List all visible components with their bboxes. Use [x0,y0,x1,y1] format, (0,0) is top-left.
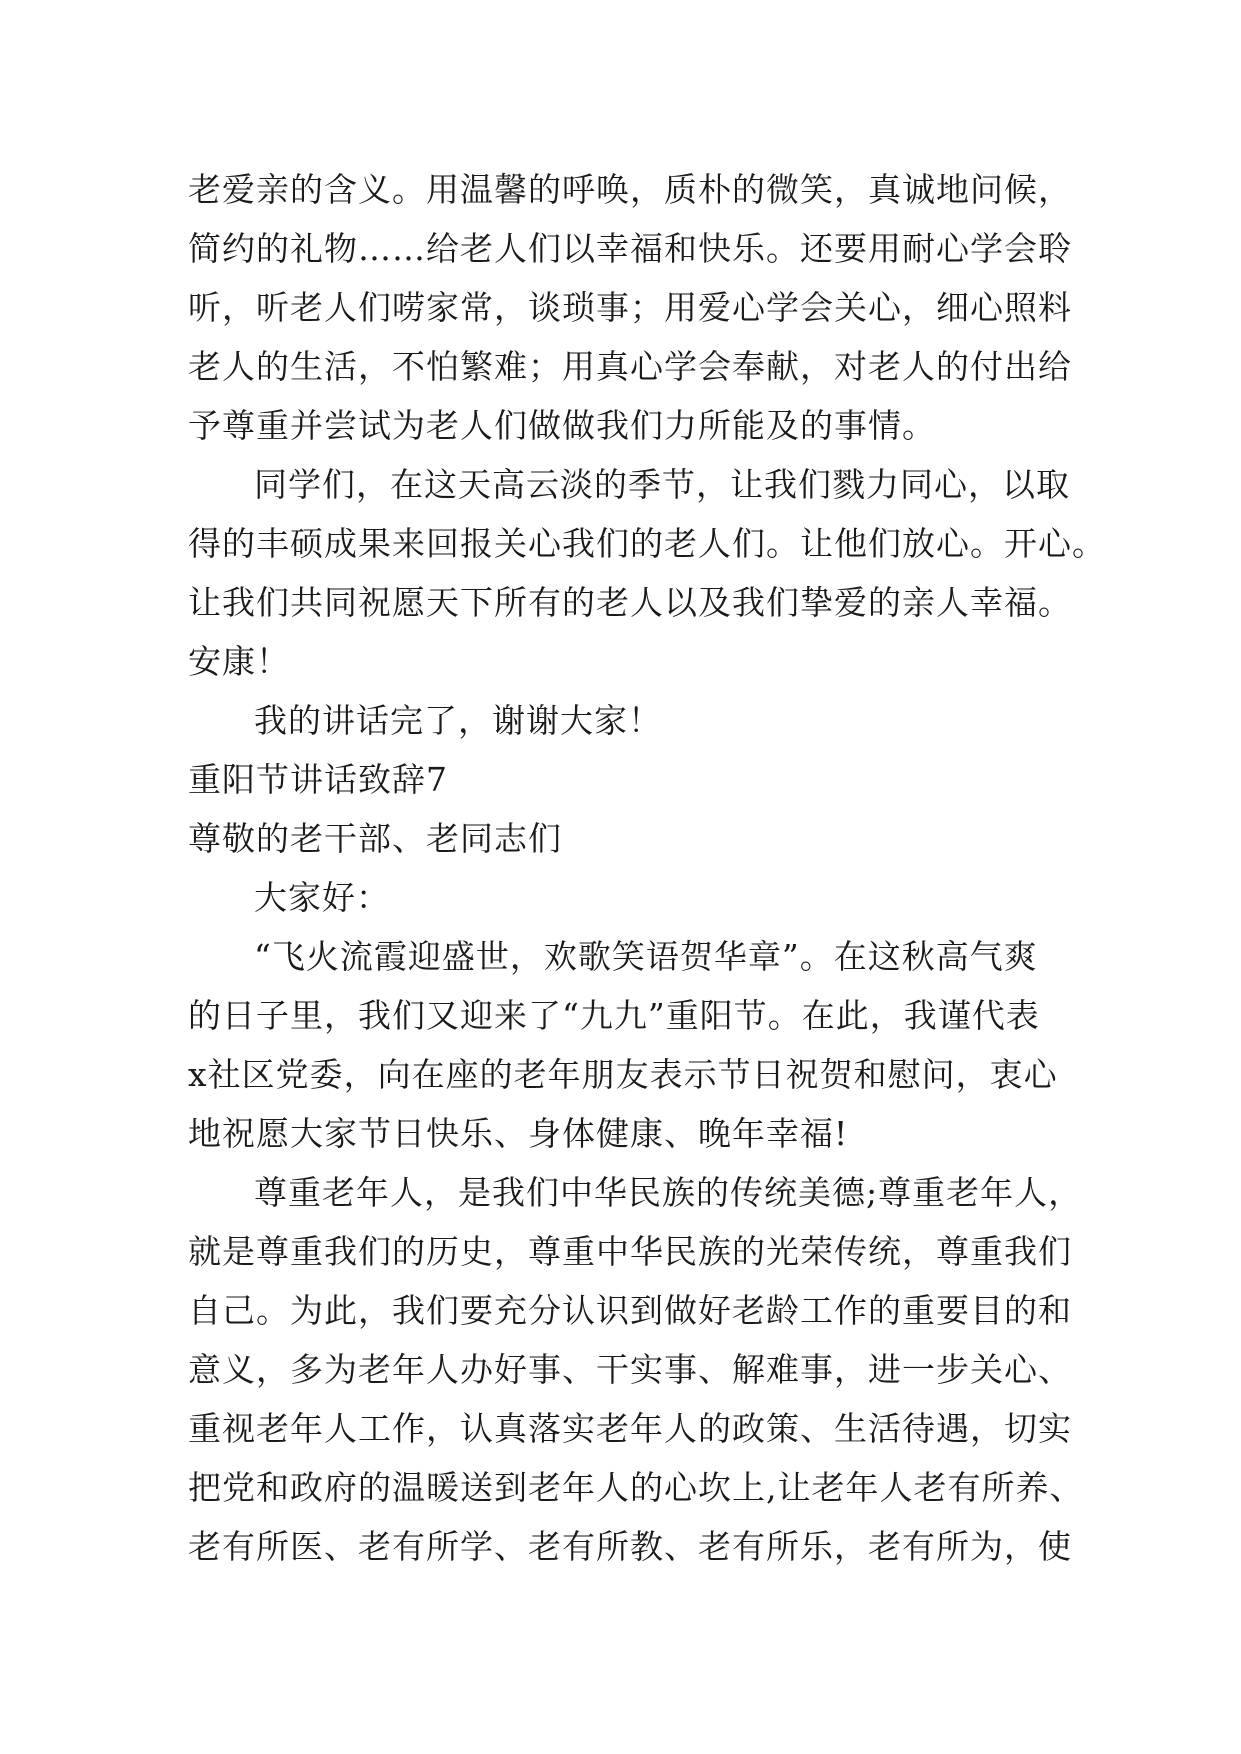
text-line: x社区党委，向在座的老年朋友表示节日祝贺和慰问，衷心 [188,1055,1058,1094]
text-line: 听，听老人们唠家常，谈琐事；用爱心学会关心，细心照料 [188,288,1072,327]
text-line: 自己。为此，我们要充分认识到做好老龄工作的重要目的和 [188,1291,1072,1330]
text-line: 地祝愿大家节日快乐、身体健康、晚年幸福! [188,1114,849,1153]
document-body [188,160,1106,1576]
text-line: 予尊重并尝试为老人们做做我们力所能及的事情。 [188,406,936,445]
text-line: 安康！ [188,642,290,681]
text-line: 老人的生活，不怕繁难；用真心学会奉献，对老人的付出给 [188,347,1072,386]
text-line: 重视老年人工作，认真落实老年人的政策、生活待遇，切实 [188,1409,1072,1448]
salutation: 尊敬的老干部、老同志们 [188,819,562,858]
text-line: 的日子里，我们又迎来了“九九”重阳节。在此，我谨代表 [188,996,1040,1035]
text-line: 简约的礼物……给老人们以幸福和快乐。还要用耐心学会聆 [188,229,1072,268]
text-line: 同学们，在这天高云淡的季节，让我们戮力同心，以取 [254,465,1070,504]
text-line: 把党和政府的温暖送到老年人的心坎上,让老年人老有所养、 [188,1468,1084,1507]
text-line: 就是尊重我们的历史，尊重中华民族的光荣传统，尊重我们 [188,1232,1072,1271]
text-line: 老有所医、老有所学、老有所教、老有所乐，老有所为，使 [188,1527,1072,1566]
greeting: 大家好： [254,878,390,917]
text-line: 尊重老年人，是我们中华民族的传统美德;尊重老年人， [254,1173,1083,1212]
text-line: 让我们共同祝愿天下所有的老人以及我们挚爱的亲人幸福。 [188,583,1072,622]
text-line: 得的丰硕成果来回报关心我们的老人们。让他们放心。开心。 [188,524,1106,563]
text-line: 我的讲话完了，谢谢大家！ [254,701,662,740]
section-heading: 重阳节讲话致辞7 [188,760,448,799]
text-line: 意义，多为老年人办好事、干实事、解难事，进一步关心、 [188,1350,1072,1389]
text-line: 老爱亲的含义。用温馨的呼唤，质朴的微笑，真诚地问候， [188,170,1072,209]
text-line: “飞火流霞迎盛世，欢歌笑语贺华章”。在这秋高气爽 [254,937,1038,976]
